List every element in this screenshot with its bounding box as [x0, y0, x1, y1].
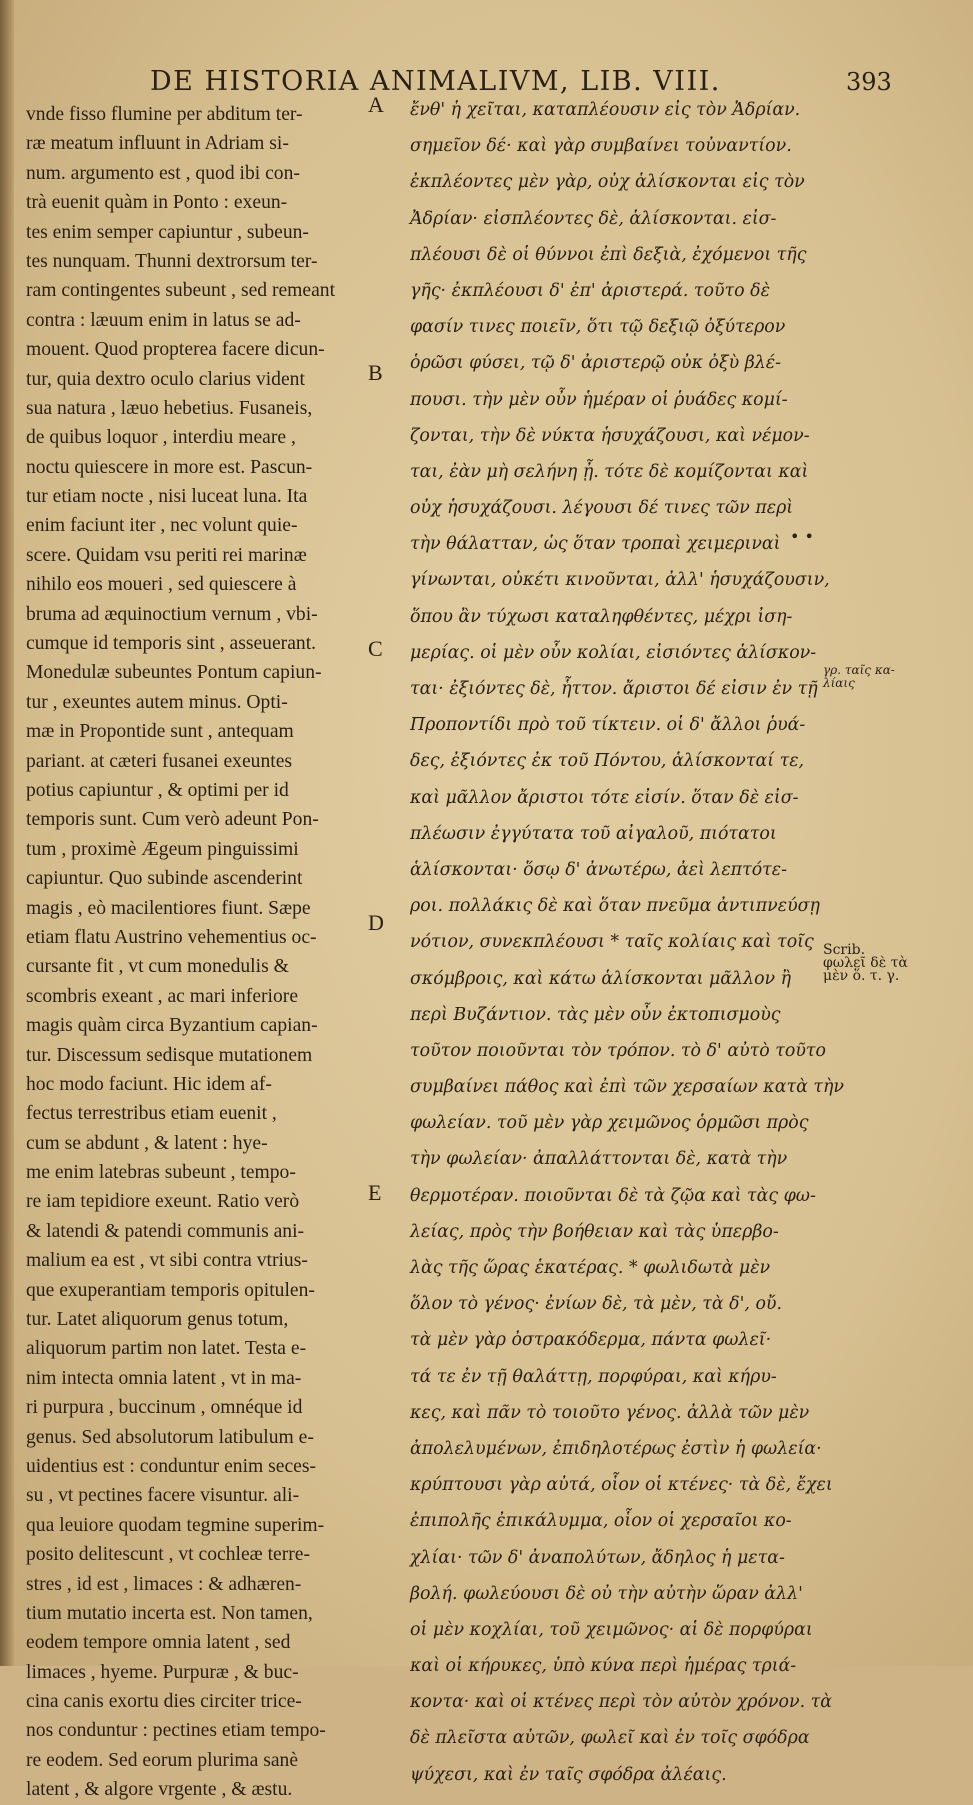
latin-text-line: ram contingentes subeunt , sed remeant — [26, 280, 336, 302]
greek-text-line: ψύχεσι, καὶ ἐν ταῖς σφόδρα ἀλέαις. — [410, 1764, 727, 1785]
latin-text-line: hoc modo faciunt. Hic idem af- — [26, 1073, 272, 1095]
greek-text-line: ὁρῶσι φύσει, τῷ δ' ἀριστερῷ οὐκ ὀξὺ βλέ- — [410, 353, 781, 374]
latin-text-line: temporis sunt. Cum verò adeunt Pon- — [26, 809, 319, 831]
margin-note-variant — [823, 664, 895, 690]
latin-text-line: num. argumento est , quod ibi con- — [26, 162, 300, 184]
latin-text-line: uidentius est : conduntur enim seces- — [26, 1455, 317, 1477]
greek-text-line: πλέουσι δὲ οἱ θύννοι ἐπὶ δεξιὰ, ἐχόμενοι τῆς — [410, 244, 807, 265]
latin-text-line: que exuperantiam temporis opitulen- — [26, 1279, 315, 1301]
latin-text-line: tes nunquam. Thunni dextrorsum ter- — [26, 250, 318, 272]
greek-text-line: ὅπου ἂν τύχωσι καταληφθέντες, μέχρι ἰση- — [410, 606, 793, 627]
greek-text-line: καὶ μᾶλλον ἄριστοι τότε εἰσίν. ὅταν δὲ εἰσ- — [410, 787, 799, 808]
greek-text-line: Προποντίδι πρὸ τοῦ τίκτειν. οἱ δ' ἄλλοι ῥυά- — [410, 715, 806, 736]
latin-text-line: scere. Quidam vsu periti rei marinæ — [26, 544, 307, 566]
margin-marker-b: B — [368, 360, 383, 385]
latin-text-line: qua leuiore quodam tegmine superim- — [26, 1514, 325, 1536]
greek-text-line: ἁλίσκονται· ὅσῳ δ' ἀνωτέρω, ἀεὶ λεπτότε- — [410, 859, 788, 880]
greek-text-line: κες, καὶ πᾶν τὸ τοιοῦτο γένος. ἀλλὰ τῶν μὲν — [410, 1402, 810, 1423]
latin-text-line: limaces , hyeme. Purpuræ , & buc- — [26, 1661, 299, 1683]
latin-text-line: mouent. Quod propterea facere dicun- — [26, 339, 325, 361]
latin-text-line: tur, quia dextro oculo clarius vident — [26, 368, 305, 390]
latin-text-line: pariant. at cæteri fusanei exeuntes — [26, 750, 293, 772]
latin-text-line: capiuntur. Quo subinde ascenderint — [26, 868, 303, 890]
latin-text-line: contra : læuum enim in latus se ad- — [26, 309, 301, 331]
latin-text-line: aliquorum partim non latet. Testa e- — [26, 1338, 307, 1360]
greek-text-line: πουσι. τὴν μὲν οὖν ἡμέραν οἱ ῥυάδες κομί- — [410, 389, 788, 410]
latin-text-line: cum se abdunt , & latent : hye- — [26, 1132, 268, 1154]
margin-marker-a: A — [368, 92, 384, 117]
latin-text-line: tium mutatio incerta est. Non tamen, — [26, 1602, 313, 1624]
latin-text-line: magis quàm circa Byzantium capian- — [26, 1015, 318, 1037]
latin-text-line: noctu quiescere in more est. Pascun- — [26, 456, 313, 478]
latin-text-line: mæ in Propontide sunt , antequam — [26, 721, 294, 743]
greek-text-line: σημεῖον δέ· καὶ γὰρ συμβαίνει τοὐναντίον. — [410, 136, 792, 157]
greek-text-line: τά τε ἐν τῇ θαλάττῃ, πορφύραι, καὶ κήρυ- — [410, 1366, 777, 1387]
latin-text-line: etiam flatu Austrino vehementius oc- — [26, 926, 317, 948]
latin-text-line: ri purpura , buccinum , omnéque id — [26, 1397, 303, 1419]
greek-text-line: οἱ μὲν κοχλίαι, τοῦ χειμῶνος· αἱ δὲ πορφύραι — [410, 1619, 813, 1640]
latin-text-line: re eodem. Sed eorum plurima sanè — [26, 1749, 299, 1771]
greek-text-line: δὲ πλεῖστα αὐτῶν, φωλεῖ καὶ ἐν τοῖς σφόδρα — [410, 1728, 810, 1749]
latin-text-line: cumque id temporis sint , asseuerant. — [26, 633, 317, 655]
latin-text-line: bruma ad æquinoctium vernum , vbi- — [26, 603, 318, 625]
margin-marker-d: D — [368, 910, 384, 935]
latin-text-line: latent , & algore vrgente , & æstu. — [26, 1779, 293, 1801]
latin-text-line: ræ meatum influunt in Adriam si- — [26, 133, 289, 155]
latin-text-line: genus. Sed absolutorum latibulum e- — [26, 1426, 314, 1448]
greek-text-line: ὅλον τὸ γένος· ἐνίων δὲ, τὰ μὲν, τὰ δ', οὔ. — [410, 1294, 783, 1315]
greek-text-line: ται, ἐὰν μὴ σελήνη ᾖ. τότε δὲ κομίζονται καὶ — [410, 461, 809, 482]
greek-text-line: γίνωνται, οὐκέτι κινοῦνται, ἀλλ' ἡσυχάζουσιν, — [410, 570, 830, 591]
page-number: 393 — [846, 68, 892, 96]
margin-note-line: γρ. ταῖς κα- — [823, 663, 895, 677]
running-title: DE HISTORIA ANIMALIVM, LIB. VIII. — [150, 66, 721, 97]
greek-text-line: συμβαίνει πάθος καὶ ἐπὶ τῶν χερσαίων κατὰ τὴν — [410, 1077, 844, 1098]
latin-text-line: & latendi & patendi communis ani- — [26, 1220, 305, 1242]
latin-text-line: cina canis exortu dies circiter trice- — [26, 1691, 302, 1713]
latin-text-line: tur etiam nocte , nisi luceat luna. Ita — [26, 486, 308, 508]
greek-text-line: φασίν τινες ποιεῖν, ὅτι τῷ δεξιῷ ὀξύτερον — [410, 317, 786, 338]
latin-text-line: de quibus loquor , interdiu meare , — [26, 427, 296, 449]
page-binding-edge — [0, 0, 14, 1666]
latin-text-line: Monedulæ subeuntes Pontum capiun- — [26, 662, 322, 684]
greek-text-line: ζονται, τὴν δὲ νύκτα ἡσυχάζουσι, καὶ νέμον- — [410, 425, 810, 446]
latin-column — [26, 100, 380, 1805]
greek-text-line: χλίαι· τῶν δ' ἀναπολύτων, ἄδηλος ἡ μετα- — [410, 1547, 785, 1568]
latin-text-line: su , vt pectines facere visuntur. ali- — [26, 1485, 300, 1507]
latin-text-line: trà euenit quàm in Ponto : exeun- — [26, 192, 288, 214]
margin-note-line: φωλεῖ δὲ τὰ — [823, 955, 908, 971]
latin-text-line: tes enim semper capiuntur , subeun- — [26, 221, 309, 243]
greek-text-line: λὰς τῆς ὥρας ἑκατέρας. * φωλιδωτὰ μὲν — [410, 1258, 771, 1278]
latin-text-line: malium ea est , vt sibi contra vtrius- — [26, 1250, 308, 1272]
margin-note-line: Scrib. — [823, 942, 866, 958]
latin-text-line: posito delitescunt , vt cochleæ terre- — [26, 1544, 311, 1566]
greek-text-line: καὶ οἱ κήρυκες, ὑπὸ κύνα περὶ ἡμέρας τριά- — [410, 1656, 797, 1677]
latin-text-line: tur. Discessum sedisque mutationem — [26, 1044, 313, 1066]
latin-text-line: vnde fisso flumine per abditum ter- — [26, 104, 303, 125]
latin-text-line: sua natura , læuo hebetius. Fusaneis, — [26, 397, 313, 419]
latin-text-line: tum , proximè Ægeum pinguissimi — [26, 838, 299, 860]
greek-text-line: Ἀδρίαν· εἰσπλέοντες δὲ, ἁλίσκονται. εἰσ- — [410, 208, 777, 229]
greek-text-line: ἔνθ' ἡ χεῖται, καταπλέουσιν εἰς τὸν Ἀδρίαν. — [410, 100, 801, 120]
latin-text-line: cursante fit , vt cum monedulis & — [26, 956, 289, 978]
greek-text-line: φωλείαν. τοῦ μὲν γὰρ χειμῶνος ὁρμῶσι πρὸς — [410, 1113, 809, 1134]
greek-text-line: περὶ Βυζάντιον. τὰς μὲν οὖν ἐκτοπισμοὺς — [410, 1004, 781, 1025]
greek-text-line: ἀπολελυμένων, ἐπιδηλοτέρως ἐστὶν ἡ φωλεία· — [410, 1438, 822, 1459]
greek-text-line: βολή. φωλεύουσι δὲ οὐ τὴν αὐτὴν ὥραν ἀλλ' — [410, 1583, 803, 1604]
greek-text-line: ροι. πολλάκις δὲ καὶ ὅταν πνεῦμα ἀντιπνεύσῃ — [410, 896, 820, 917]
latin-text-line: me enim latebras subeunt , tempo- — [26, 1162, 296, 1184]
latin-text-line: tur. Latet aliquorum genus totum, — [26, 1309, 289, 1331]
latin-text-line: tur , exeuntes autem minus. Opti- — [26, 691, 288, 713]
greek-text-line: πλέωσιν ἐγγύτατα τοῦ αἰγαλοῦ, πιότατοι — [410, 823, 777, 844]
latin-text-line: fectus terrestribus etiam euenit , — [26, 1103, 277, 1125]
latin-text-line: enim faciunt iter , nec volunt quie- — [26, 515, 298, 537]
greek-text-line: θερμοτέραν. ποιοῦνται δὲ τὰ ζῷα καὶ τὰς φω- — [410, 1185, 816, 1206]
latin-text-line: stres , id est , limaces : & adhæren- — [26, 1573, 302, 1595]
greek-text-line: τὴν φωλείαν· ἀπαλλάττονται δὲ, κατὰ τὴν — [410, 1149, 788, 1170]
latin-text-line: nihilo eos moueri , sed quiescere à — [26, 574, 297, 596]
greek-text-line: σκόμβροις, καὶ κάτω ἁλίσκονται μᾶλλον ἢ — [410, 968, 792, 989]
margin-marker-c: C — [368, 636, 383, 661]
latin-text-line: eodem tempore omnia latent , sed — [26, 1632, 291, 1654]
latin-text-line: nim intecta omnia latent , vt in ma- — [26, 1367, 302, 1389]
greek-text-line: νότιον, συνεκπλέουσι * ταῖς κολίαις καὶ τοῖς — [410, 932, 814, 953]
greek-text-line: τοῦτον ποιοῦνται τὸν τρόπον. τὸ δ' αὐτὸ τοῦτο — [410, 1040, 827, 1061]
greek-text-line: κρύπτουσι γὰρ αὐτά, οἷον οἱ κτένες· τὰ δὲ, ἔχει — [410, 1475, 833, 1496]
greek-text-line: τὴν θάλατταν, ὡς ὅταν τροπαὶ χειμεριναὶ — [410, 534, 781, 555]
latin-text-line: scombris exeant , ac mari inferiore — [26, 985, 299, 1007]
greek-text-line: γῆς· ἐκπλέουσι δ' ἐπ' ἀριστερά. τοῦτο δὲ — [410, 280, 770, 301]
latin-text-line: nos conduntur : pectines etiam tempo- — [26, 1720, 326, 1742]
greek-text-line: ται· ἐξιόντες δὲ, ἧττον. ἄριστοι δέ εἰσιν ἐν τῇ — [410, 679, 818, 699]
latin-text-line: magis , eò macilentiores fiunt. Sæpe — [26, 897, 311, 919]
margin-note-line: μὲν ὅ. τ. γ. — [823, 968, 900, 984]
greek-column — [410, 92, 844, 1793]
ink-marks: • • — [790, 527, 814, 546]
greek-text-line: λείας, πρὸς τὴν βοήθειαν καὶ τὰς ὑπερβο- — [410, 1221, 779, 1242]
greek-text-line: δες, ἐξιόντες ἐκ τοῦ Πόντου, ἁλίσκονταί τε, — [410, 751, 805, 772]
margin-marker-e: E — [368, 1180, 382, 1205]
latin-text-line: re iam tepidiore exeunt. Ratio verò — [26, 1191, 300, 1213]
margin-note-scrib — [823, 944, 908, 983]
greek-text-line: ἐπιπολῆς ἐπικάλυμμα, οἷον οἱ χερσαῖοι κο- — [410, 1511, 792, 1532]
greek-text-line: οὐχ ἡσυχάζουσι. λέγουσι δέ τινες τῶν περὶ — [410, 498, 794, 519]
greek-text-line: μερίας. οἱ μὲν οὖν κολίαι, εἰσιόντες ἁλίσκον- — [410, 642, 817, 663]
greek-text-line: ἐκπλέοντες μὲν γὰρ, οὐχ ἁλίσκονται εἰς τὸν — [410, 172, 805, 193]
greek-text-line: κοντα· καὶ οἱ κτένες περὶ τὸν αὐτὸν χρόνον. τὰ — [410, 1692, 833, 1713]
greek-text-line: τὰ μὲν γὰρ ὀστρακόδερμα, πάντα φωλεῖ· — [410, 1330, 772, 1351]
margin-note-line: λίαις — [823, 676, 855, 690]
latin-text-line: potius capiuntur , & optimi per id — [26, 779, 289, 801]
